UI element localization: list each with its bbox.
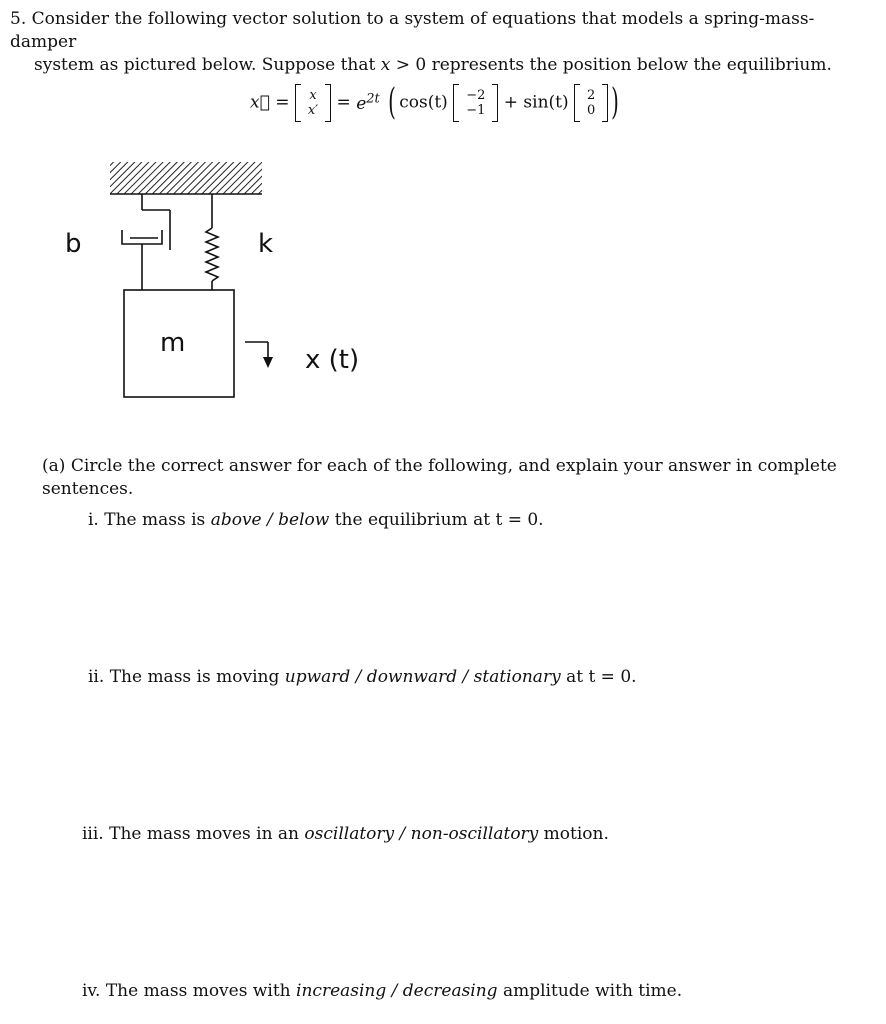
question-item-i — [88, 509, 544, 532]
problem-variable-x: x — [380, 55, 391, 75]
vector-one-top: −2 — [466, 87, 486, 103]
vector-equation — [250, 82, 622, 132]
item-options: increasing / decreasing — [296, 981, 498, 1001]
exp-base: e — [356, 93, 367, 114]
question-item-ii — [88, 666, 637, 689]
equation-lhs: x⃗ = — [250, 92, 290, 113]
paren-close: ) — [611, 82, 620, 123]
vector-two — [580, 88, 602, 118]
item-number: i. — [88, 510, 99, 530]
state-vector-top: x — [309, 87, 317, 103]
damper — [122, 194, 170, 290]
item-post: amplitude with time. — [497, 981, 683, 1001]
sin-term: + sin(t) — [503, 92, 569, 113]
position-label: x (t) — [305, 345, 360, 375]
problem-number: 5. — [10, 9, 27, 29]
problem-statement — [10, 8, 880, 77]
bracket-right — [602, 84, 608, 122]
vector-one-bottom: −1 — [466, 102, 486, 118]
item-options: above / below — [210, 510, 330, 530]
damper-label: b — [65, 229, 82, 259]
part-a-label: (a) — [42, 456, 66, 476]
problem-line-1 — [10, 8, 880, 54]
item-post: the equilibrium at t = 0. — [329, 510, 544, 530]
item-options: oscillatory / non-oscillatory — [304, 824, 539, 844]
cos-term: cos(t) — [399, 92, 448, 113]
exp-power: 2t — [366, 91, 380, 107]
problem-line-1-text: Consider the following vector solution to a system of equations that models a spring-mass-damper — [10, 9, 815, 52]
item-post: motion. — [538, 824, 609, 844]
bracket-right — [325, 84, 331, 122]
item-pre: The mass is moving — [109, 667, 285, 687]
item-post: at t = 0. — [560, 667, 637, 687]
spring-label: k — [258, 229, 274, 259]
bracket-right — [492, 84, 498, 122]
spring-mass-damper-diagram — [40, 150, 380, 420]
item-number: ii. — [88, 667, 105, 687]
question-item-iv — [82, 980, 682, 1003]
paren-open: ( — [388, 82, 397, 123]
spring — [206, 194, 218, 290]
item-number: iv. — [82, 981, 101, 1001]
vector-two-top: 2 — [587, 87, 596, 103]
part-a — [42, 455, 882, 501]
state-vector-bottom: x′ — [307, 102, 319, 118]
item-pre: The mass moves in an — [109, 824, 305, 844]
item-pre: The mass is — [104, 510, 211, 530]
problem-line-2-a: system as pictured below. Suppose that — [34, 55, 381, 75]
position-arrow — [245, 342, 273, 368]
item-number: iii. — [82, 824, 104, 844]
item-pre: The mass moves with — [105, 981, 297, 1001]
exponential-term — [356, 91, 380, 114]
equation-equals: = — [336, 92, 351, 113]
mass-label: m — [160, 328, 186, 358]
vector-two-bottom: 0 — [587, 102, 596, 118]
problem-line-2 — [10, 54, 880, 77]
state-vector — [301, 88, 325, 118]
item-options: upward / downward / stationary — [284, 667, 561, 687]
ceiling-hatching — [110, 162, 262, 194]
part-a-text: Circle the correct answer for each of the following, and explain your answer in complete sentences. — [42, 456, 837, 499]
question-item-iii — [82, 823, 609, 846]
vector-one — [459, 88, 492, 118]
problem-line-2-b: > 0 represents the position below the equilibrium. — [390, 55, 832, 75]
